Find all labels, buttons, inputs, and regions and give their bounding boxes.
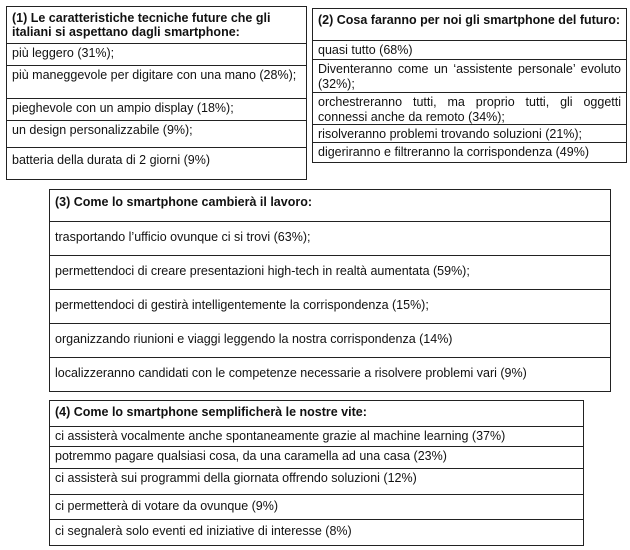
table-row: digeriranno e filtreranno la corrispondenza (49%): [313, 142, 626, 163]
table-row: più maneggevole per digitare con una mano (28%);: [7, 65, 306, 98]
table-row: permettendoci di gestirà intelligentemente la corrispondenza (15%);: [50, 289, 610, 323]
table-life-simplification: [49, 400, 584, 546]
table-row: localizzeranno candidati con le competenze necessarie a risolvere problemi vari (9%): [50, 357, 610, 390]
table-row: ci segnalerà solo eventi ed iniziative di interesse (8%): [50, 519, 583, 547]
table-title: (2) Cosa faranno per noi gli smartphone del futuro:: [318, 13, 621, 27]
table-title: (1) Le caratteristiche tecniche future che gli italiani si aspettano dagli smartphone:: [12, 11, 271, 39]
table-row: più leggero (31%);: [7, 43, 306, 65]
table-title: (3) Come lo smartphone cambierà il lavoro:: [55, 195, 313, 209]
table-row: potremmo pagare qualsiasi cosa, da una caramella ad una casa (23%): [50, 446, 583, 468]
table-future-smartphone-tasks: [312, 8, 627, 163]
table-row: un design personalizzabile (9%);: [7, 120, 306, 147]
table-row: organizzando riunioni e viaggi leggendo la nostra corrispondenza (14%): [50, 323, 610, 357]
table-row: ci assisterà vocalmente anche spontaneamente grazie al machine learning (37%): [50, 426, 583, 446]
table-row: orchestreranno tutti, ma proprio tutti, gli oggetti connessi anche da remoto (34%);: [313, 92, 626, 124]
table-row: permettendoci di creare presentazioni high-tech in realtà aumentata (59%);: [50, 255, 610, 289]
table-row: risolveranno problemi trovando soluzioni (21%);: [313, 124, 626, 142]
table-row: ci assisterà sui programmi della giornata offrendo soluzioni (12%): [50, 468, 583, 494]
table-row: quasi tutto (68%): [313, 40, 626, 59]
table-row: ci permetterà di votare da ovunque (9%): [50, 494, 583, 519]
table-row: Diventeranno come un ‘assistente personale’ evoluto (32%);: [313, 59, 626, 92]
table-title: (4) Come lo smartphone semplificherà le nostre vite:: [55, 405, 367, 419]
table-row: pieghevole con un ampio display (18%);: [7, 98, 306, 120]
table-technical-features: [6, 6, 307, 180]
table-work-changes: [49, 189, 611, 392]
table-row: trasportando l’ufficio ovunque ci si trovi (63%);: [50, 221, 610, 255]
table-row: batteria della durata di 2 giorni (9%): [7, 147, 306, 180]
